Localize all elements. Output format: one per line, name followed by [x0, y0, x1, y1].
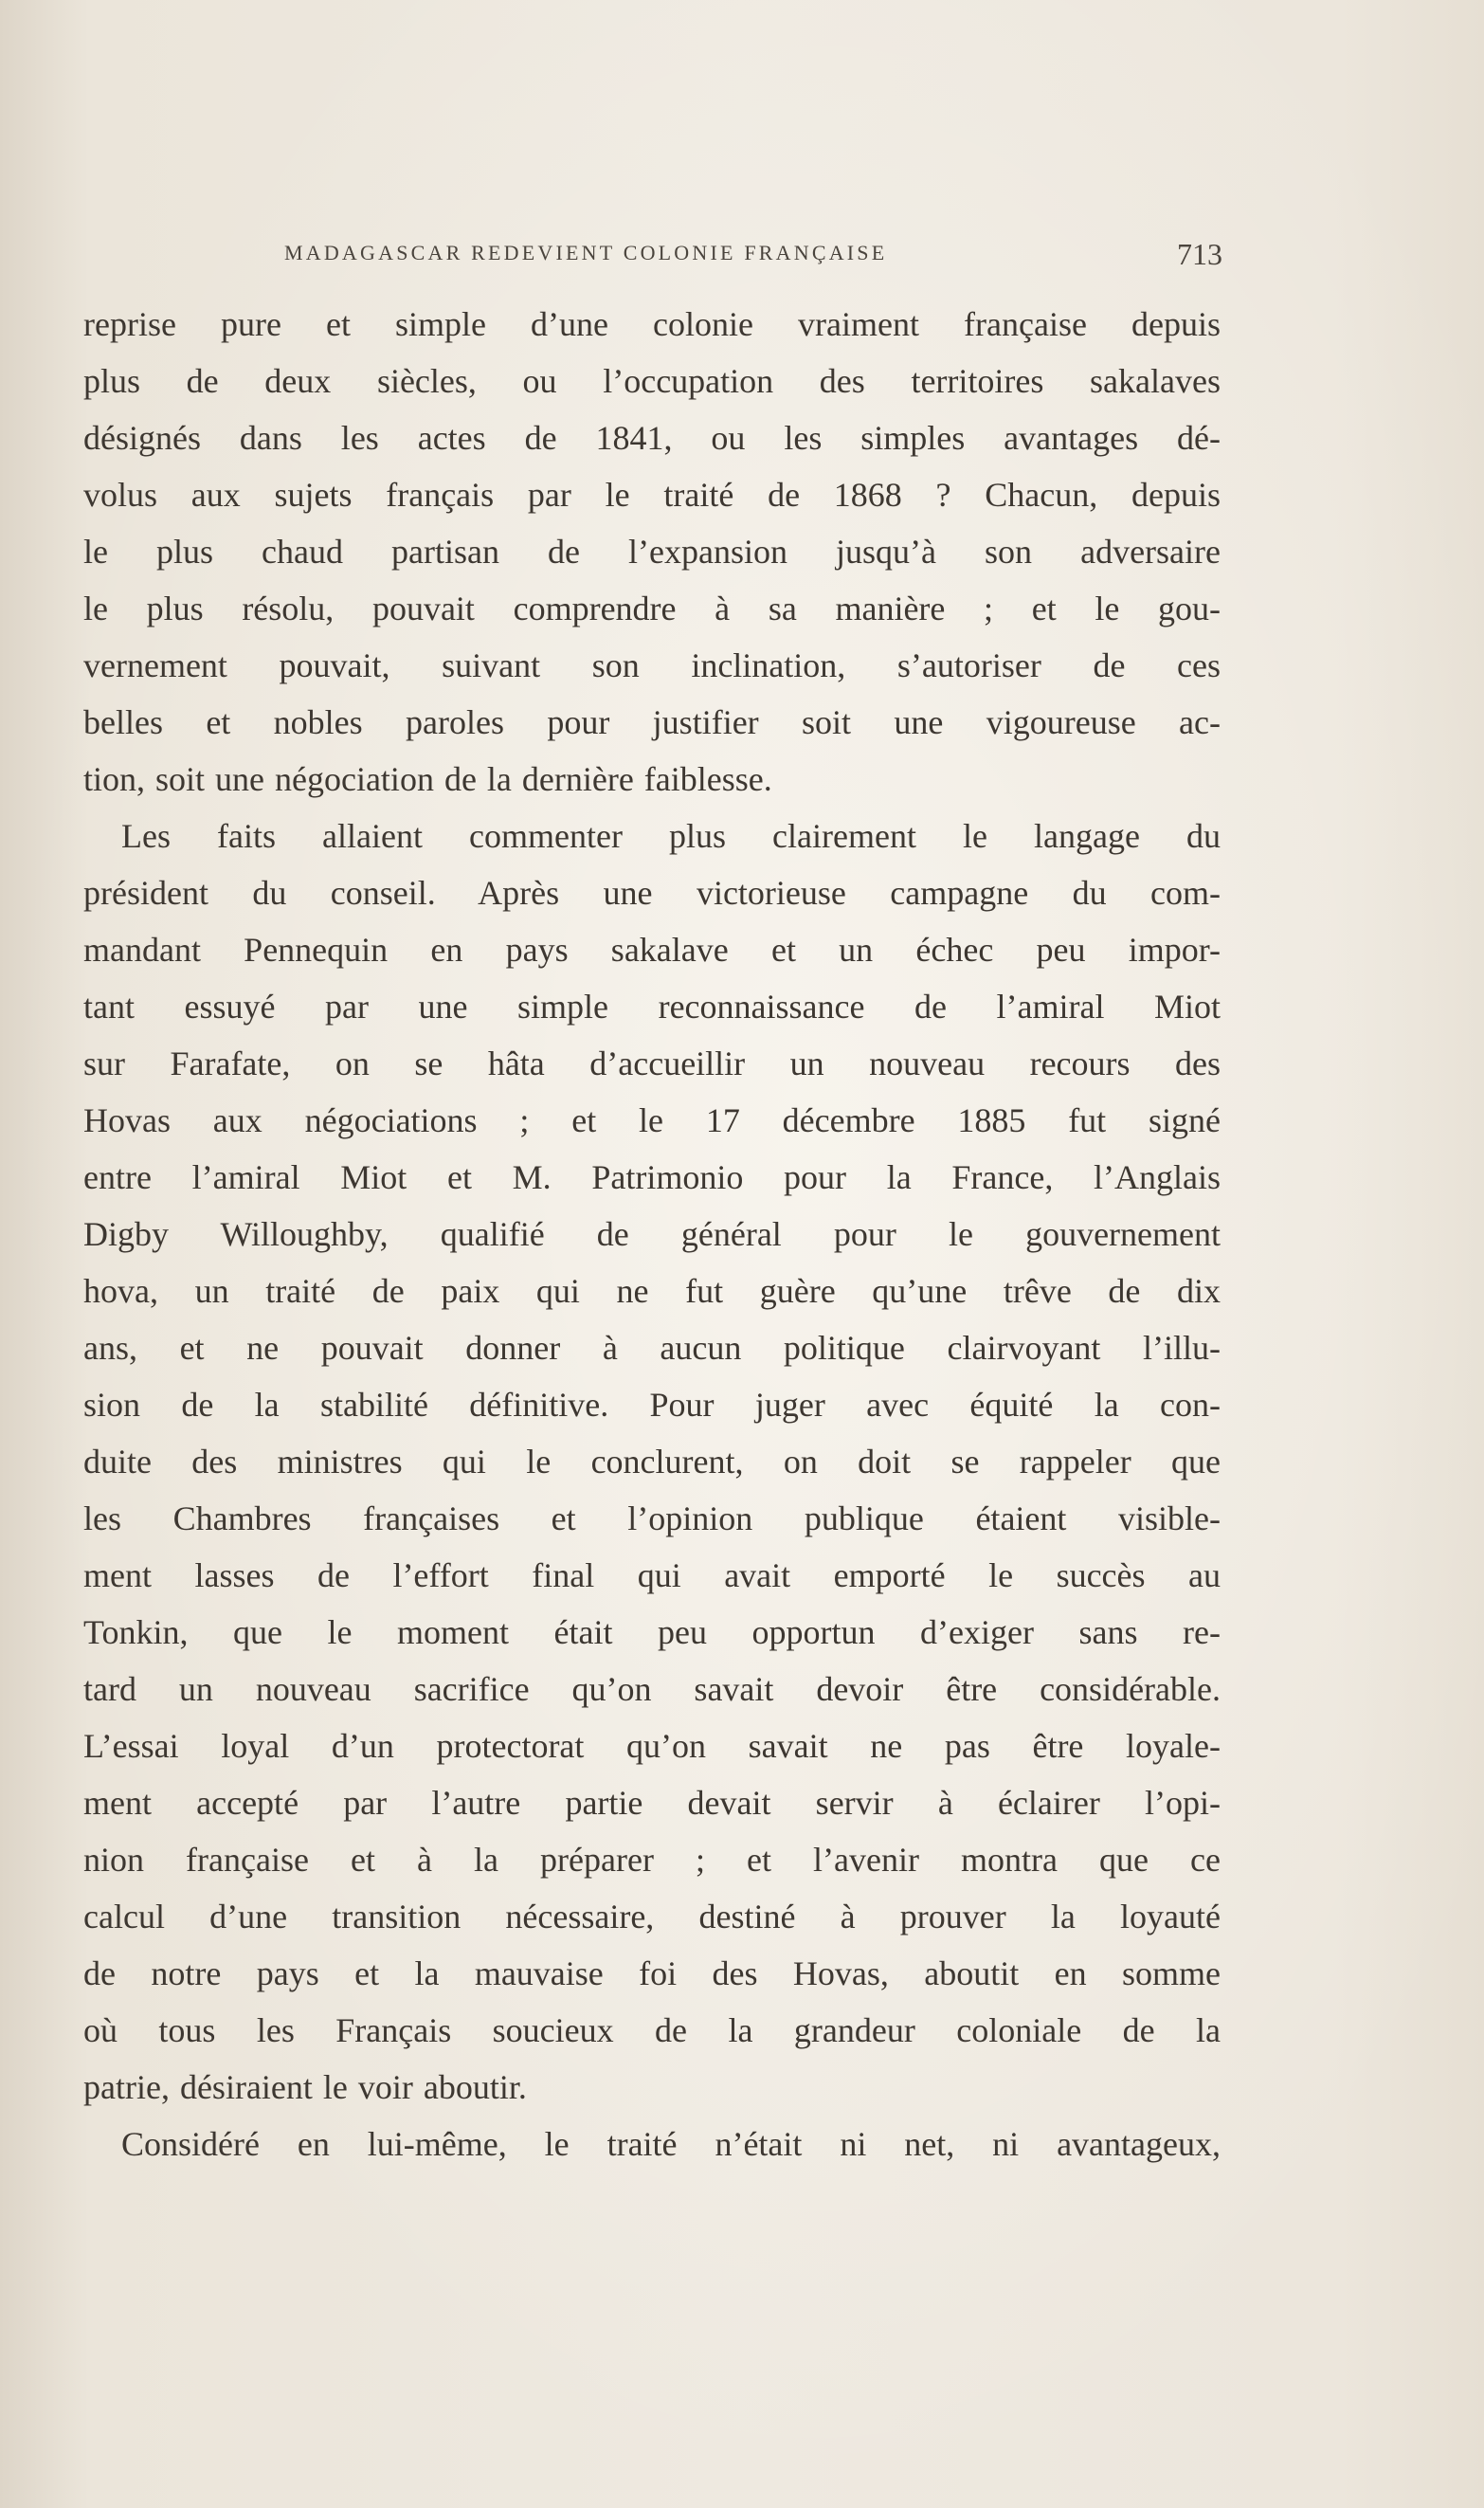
text-line: tard un nouveau sacrifice qu’on savait devoir être considérable. [83, 1670, 1221, 1708]
text-line: Digby Willoughby, qualifié de général pour le gouvernement [83, 1215, 1221, 1253]
page-header [284, 237, 1222, 275]
text-line: tion, soit une négociation de la dernière faiblesse. [83, 760, 772, 798]
running-title: MADAGASCAR REDEVIENT COLONIE FRANÇAISE [284, 241, 888, 264]
body-text [83, 296, 1221, 2172]
text-line: Tonkin, que le moment était peu opportun d’exiger sans re- [83, 1613, 1221, 1651]
text-line: ment lasses de l’effort final qui avait emporté le succès au [83, 1556, 1221, 1594]
text-line: nion française et à la préparer ; et l’avenir montra que ce [83, 1841, 1221, 1879]
text-line: Hovas aux négociations ; et le 17 décembre 1885 fut signé [83, 1101, 1221, 1139]
text-line: de notre pays et la mauvaise foi des Hovas, aboutit en somme [83, 1954, 1221, 1992]
text-line: président du conseil. Après une victorieuse campagne du com- [83, 874, 1221, 912]
text-line: volus aux sujets français par le traité de 1868 ? Chacun, depuis [83, 476, 1221, 514]
text-line: calcul d’une transition nécessaire, destiné à prouver la loyauté [83, 1898, 1221, 1936]
text-line: ans, et ne pouvait donner à aucun politique clairvoyant l’illu- [83, 1329, 1221, 1367]
text-line: sur Farafate, on se hâta d’accueillir un nouveau recours des [83, 1045, 1221, 1082]
text-line: hova, un traité de paix qui ne fut guère qu’une trêve de dix [83, 1272, 1221, 1310]
paragraph-start: Les faits allaient commenter plus clairement le langage du [121, 817, 1221, 855]
text-line: patrie, désiraient le voir aboutir. [83, 2068, 527, 2106]
text-line: reprise pure et simple d’une colonie vraiment française depuis [83, 305, 1221, 343]
paragraph-start: Considéré en lui-même, le traité n’était ni net, ni avantageux, [121, 2125, 1221, 2163]
text-line: duite des ministres qui le conclurent, on doit se rappeler que [83, 1443, 1221, 1481]
text-line: sion de la stabilité définitive. Pour juger avec équité la con- [83, 1386, 1221, 1424]
text-line: le plus chaud partisan de l’expansion jusqu’à son adversaire [83, 533, 1221, 571]
text-line: où tous les Français soucieux de la grandeur coloniale de la [83, 2011, 1221, 2049]
text-line: le plus résolu, pouvait comprendre à sa manière ; et le gou- [83, 590, 1221, 627]
text-line: désignés dans les actes de 1841, ou les simples avantages dé- [83, 419, 1221, 457]
text-line: vernement pouvait, suivant son inclination, s’autoriser de ces [83, 646, 1221, 684]
text-line: L’essai loyal d’un protectorat qu’on savait ne pas être loyale- [83, 1727, 1221, 1765]
text-line: ment accepté par l’autre partie devait servir à éclairer l’opi- [83, 1784, 1221, 1822]
text-line: mandant Pennequin en pays sakalave et un échec peu impor- [83, 931, 1221, 969]
text-line: entre l’amiral Miot et M. Patrimonio pour la France, l’Anglais [83, 1158, 1221, 1196]
text-line: plus de deux siècles, ou l’occupation des territoires sakalaves [83, 362, 1221, 400]
text-line: belles et nobles paroles pour justifier soit une vigoureuse ac- [83, 703, 1221, 741]
text-line: tant essuyé par une simple reconnaissance de l’amiral Miot [83, 988, 1221, 1026]
page-number: 713 [1177, 237, 1222, 271]
text-line: les Chambres françaises et l’opinion publique étaient visible- [83, 1499, 1221, 1537]
